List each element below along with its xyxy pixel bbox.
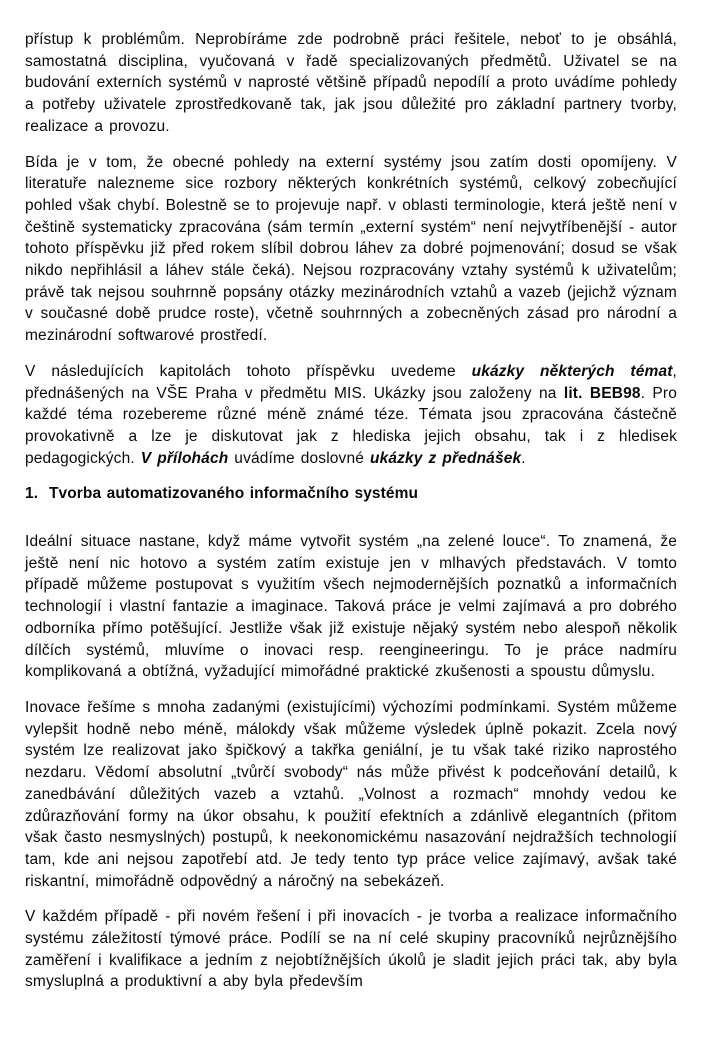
text-run: ukázky některých témat bbox=[471, 362, 673, 380]
paragraph bbox=[25, 906, 683, 993]
text-run: uvádíme doslovné bbox=[228, 449, 370, 467]
paragraph bbox=[25, 29, 683, 138]
text-run: 1. Tvorba automatizovaného informačního systému bbox=[25, 485, 419, 503]
paragraph bbox=[25, 531, 683, 683]
text-run: V každém případě - při novém řešení i při inovacích - je tvorba a realizace informačního systému záležitostí týmové práce. Podílí se na ní celé skupiny pracovníků nejrůznějšího zaměření i kvalifikace a jedním z nejobtížnějších úkolů je sladit jejich práci tak, aby byla smysluplná a produktivní a aby byla především bbox=[25, 908, 683, 991]
text-run: Ideální situace nastane, když máme vytvořit systém „na zelené louce“. To znamená, že ještě není nic hotovo a systém zatím existuje jen v mlhavých představách. V tomto případě můžeme postupovat s využitím všech nejmodernějších poznatků a informačních technologií i vlastní fantazie a imaginace. Taková práce je velmi zajímavá a pro dobrého odborníka přímo potěšující. Jestliže však již existuje nějaký systém nebo alespoň několik dílčích systémů, mluvíme o inovaci resp. reengineeringu. To je práce nadmíru komplikovaná a obtížná, vyžadující mimořádné praktické zkušenosti a spoustu důmyslu. bbox=[25, 533, 683, 681]
section-heading bbox=[25, 483, 677, 505]
text-run: V přílohách bbox=[140, 449, 229, 467]
text-run: Inovace řešíme s mnoha zadanými (existujícími) výchozími podmínkami. Systém můžeme vylepšit hodně nebo méně, málokdy však můžeme výsledek úplně pokazit. Zcela nový systém lze realizovat jako špičkový a takřka geniální, je tu však také riziko naprostého nezdaru. Vědomí absolutní „tvůrčí svobody“ nás může přivést k podceňování detailů, k zanedbávání důležitých vazeb a vztahů. „Volnost a rozmach“ mnohdy vedou ke zdůrazňování formy na úkor obsahu, k použití efektních a zdánlivě elegantních (přitom však často nesmyslných) postupů, k neekonomickému nasazování nejdražších technologií tam, kde ani nejsou zapotřebí atd. Je tedy tento typ práce velice zajímavý, avšak také riskantní, mimořádně odpovědný a náročný na sebekázeň. bbox=[25, 698, 683, 890]
paragraph bbox=[25, 697, 683, 892]
text-run: , přednášených na VŠE Praha v předmětu MIS. Ukázky jsou založeny na bbox=[25, 362, 683, 402]
text-run: přístup k problémům. Neprobíráme zde podrobně práci řešitele, neboť to je obsáhlá, samostatná disciplina, vyučovaná v řadě specializovaných předmětů. Uživatel se na budování externích systémů v naprosté většině případů nepodílí a proto uvádíme pohledy a potřeby uživatele zprostředkovaně tak, jak jsou důležité pro základní partnery tvorby, realizace a provozu. bbox=[25, 31, 683, 135]
text-run: lit. BEB98 bbox=[563, 384, 641, 402]
text-run: ukázky z přednášek bbox=[369, 449, 522, 467]
text-run: Bída je v tom, že obecné pohledy na externí systémy jsou zatím dosti opomíjeny. V literatuře nalezneme sice rozbory některých konkrétních systémů, celkový zobecňující pohled však chybí. Bolestně se to projevuje např. v oblasti terminologie, která ještě není v češtině systematicky zpracována (sám termín „externí systém“ není nejvytříbenější - autor tohoto příspěvku již před rokem slíbil dobrou láhev za dobré pojmenování; dosud se však nikdo nepřihlásil a láhev stále čeká). Nejsou rozpracovány vztahy systémů k uživatelům; právě tak nejsou souhrnně popsány otázky mezinárodních vztahů a vazeb (jejichž význam v současné době prudce roste), včetně souhrnných a zobecněných zásad pro národní a mezinárodní softwarové prostředí. bbox=[25, 153, 683, 345]
document-content bbox=[25, 29, 683, 993]
text-run: . bbox=[521, 449, 526, 467]
paragraph bbox=[25, 361, 683, 470]
text-run: V následujících kapitolách tohoto příspěvku uvedeme bbox=[25, 362, 472, 380]
text-run: . Pro každé téma rozebereme různé méně známé téze. Témata jsou zpracována částečně provokativně a lze je diskutovat jak z hlediska jejich obsahu, tak i z hledisek pedagogických. bbox=[25, 384, 683, 467]
paragraph bbox=[25, 152, 683, 347]
